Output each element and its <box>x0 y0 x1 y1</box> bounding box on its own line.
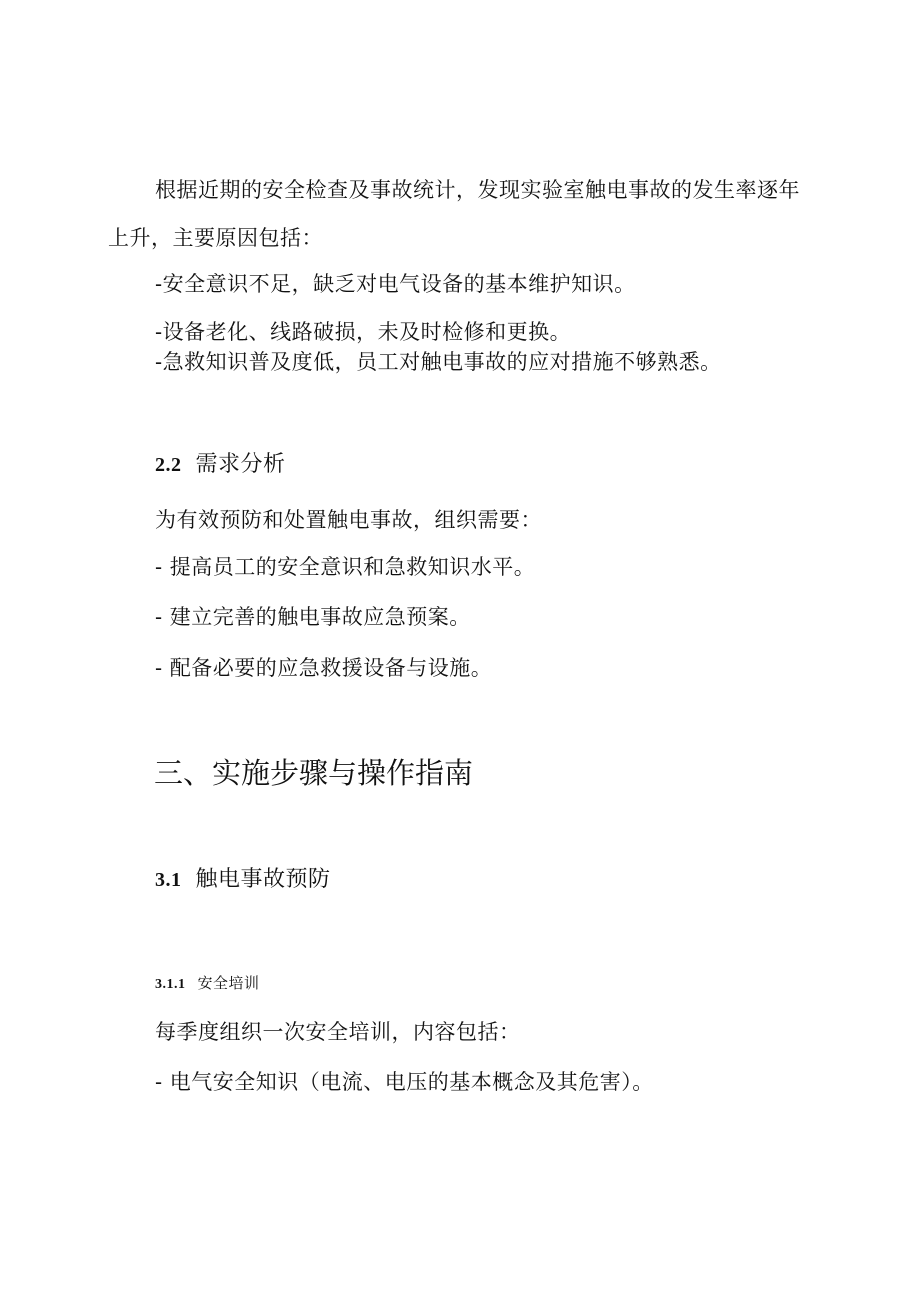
training-item-1: - 电气安全知识（电流、电压的基本概念及其危害）。 <box>155 1070 654 1094</box>
section-3-1-title: 触电事故预防 <box>195 867 331 892</box>
chapter-3-heading: 三、实施步骤与操作指南 <box>154 756 474 790</box>
section-3-1-1-number: 3.1.1 <box>155 977 186 992</box>
section-2-2-lead: 为有效预防和处置触电事故，组织需要： <box>155 508 542 532</box>
section-3-1-number: 3.1 <box>155 869 182 891</box>
intro-paragraph-line-1: 根据近期的安全检查及事故统计，发现实验室触电事故的发生率逐年 <box>155 178 800 202</box>
section-3-1-1-title: 安全培训 <box>197 974 260 992</box>
intro-paragraph-line-2: 上升，主要原因包括： <box>108 226 323 250</box>
requirement-item-1: - 提高员工的安全意识和急救知识水平。 <box>155 555 536 579</box>
cause-item-2: -设备老化、线路破损，未及时检修和更换。 <box>155 320 572 344</box>
section-2-2-heading <box>155 452 286 478</box>
section-2-2-number: 2.2 <box>155 454 182 476</box>
cause-item-1: -安全意识不足，缺乏对电气设备的基本维护知识。 <box>155 272 636 296</box>
section-3-1-1-heading <box>155 974 260 994</box>
section-3-1-heading <box>155 867 331 893</box>
section-2-2-title: 需求分析 <box>195 452 286 477</box>
requirement-item-2: - 建立完善的触电事故应急预案。 <box>155 605 471 629</box>
section-3-1-1-lead: 每季度组织一次安全培训，内容包括： <box>155 1020 521 1044</box>
requirement-item-3: - 配备必要的应急救援设备与设施。 <box>155 656 493 680</box>
cause-item-3: -急救知识普及度低，员工对触电事故的应对措施不够熟悉。 <box>155 350 722 374</box>
